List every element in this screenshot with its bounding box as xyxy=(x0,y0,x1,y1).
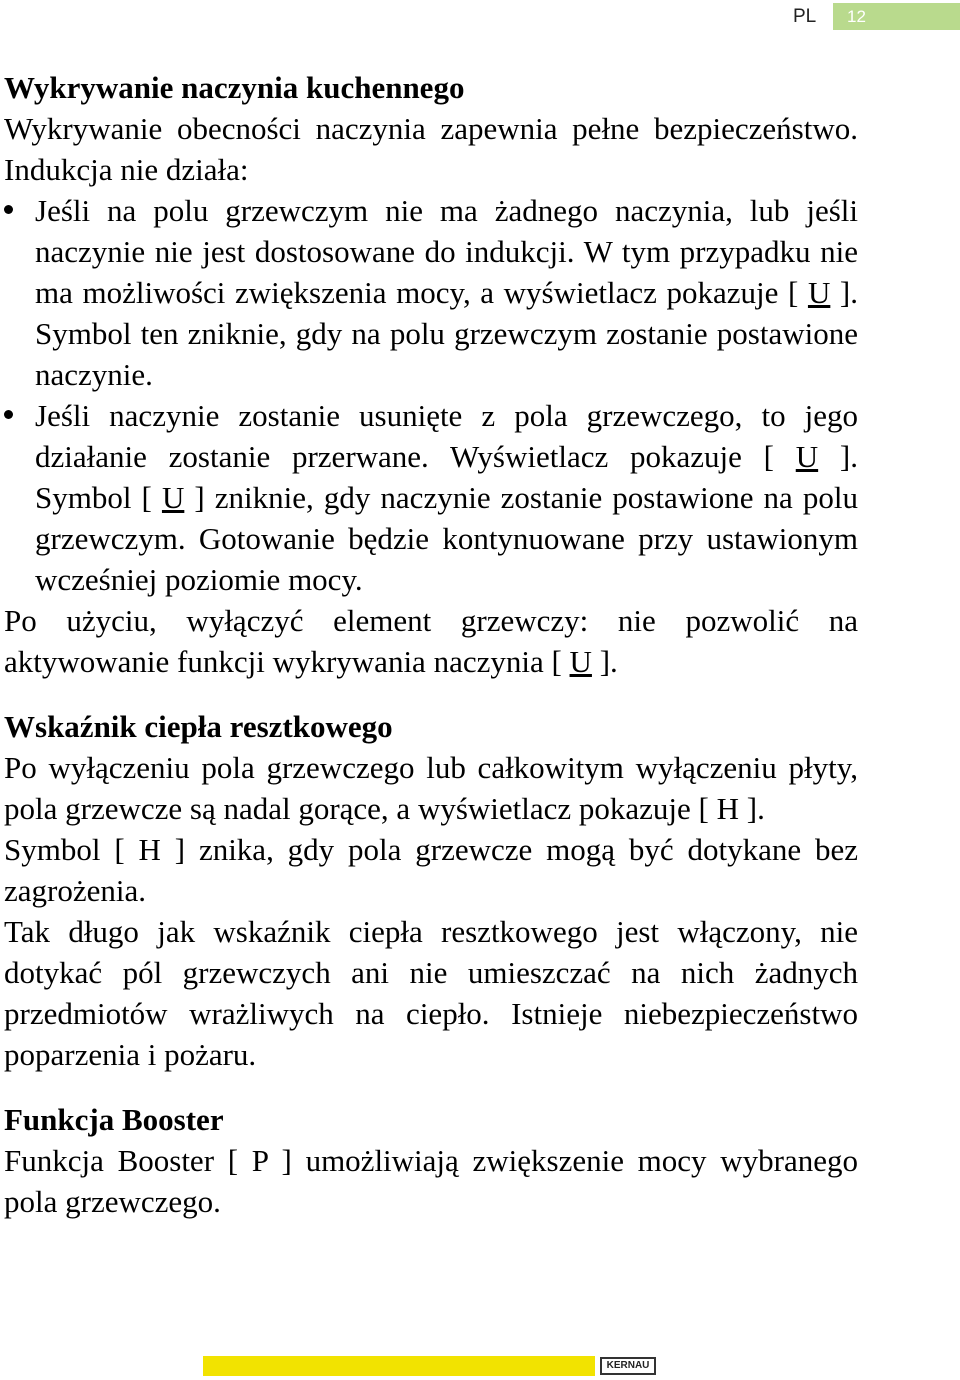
symbol-u: U xyxy=(569,644,592,679)
paragraph: Symbol [ H ] znika, gdy pola grzewcze mogą być dotykane bez zagrożenia. xyxy=(4,832,858,908)
section-cookware-detection xyxy=(4,67,858,682)
paragraph: Po wyłączeniu pola grzewczego lub całkowitym wyłączeniu płyty, pola grzewcze są nadal gorące, a wyświetlacz pokazuje [ H ]. xyxy=(4,750,858,826)
symbol-u: U xyxy=(807,275,831,310)
symbol-u: U xyxy=(161,480,185,515)
paragraph: Po użyciu, wyłączyć element grzewczy: nie pozwolić na aktywowanie funkcji wykrywania naczynia [ U ]. xyxy=(4,603,858,679)
bullet-list xyxy=(4,190,858,600)
page-header xyxy=(0,0,960,40)
brand-logo: KERNAU xyxy=(600,1357,656,1375)
list-item: Jeśli na polu grzewczym nie ma żadnego naczynia, lub jeśli naczynie nie jest dostosowane do indukcji. W tym przypadku nie ma możliwości zwiększenia mocy, a wyświetlacz pokazuje [ U ]. Symbol ten zniknie, gdy na polu grzewczym zostanie postawione naczynie. xyxy=(4,190,858,395)
section-title: Wykrywanie naczynia kuchennego xyxy=(4,70,465,105)
page-number: 12 xyxy=(833,3,960,30)
section-title: Wskaźnik ciepła resztkowego xyxy=(4,709,393,744)
paragraph: Funkcja Booster [ P ] umożliwiają zwiększenie mocy wybranego pola grzewczego. xyxy=(4,1143,858,1219)
language-code: PL xyxy=(793,6,817,27)
section-title: Funkcja Booster xyxy=(4,1102,224,1137)
footer-bar xyxy=(203,1356,595,1376)
list-item: Jeśli naczynie zostanie usunięte z pola grzewczego, to jego działanie zostanie przerwane. Wyświetlacz pokazuje [ U ]. Symbol [ U ] zniknie, gdy naczynie zostanie postawione na polu grzewczym. Gotowanie będzie kontynuowane przy ustawionym wcześniej poziomie mocy. xyxy=(4,395,858,600)
section-residual-heat xyxy=(4,706,858,1075)
paragraph: Wykrywanie obecności naczynia zapewnia pełne bezpieczeństwo. Indukcja nie działa: xyxy=(4,111,858,187)
section-booster xyxy=(4,1099,858,1222)
symbol-u: U xyxy=(795,439,819,474)
document-body xyxy=(4,67,858,1222)
paragraph: Tak długo jak wskaźnik ciepła resztkowego jest włączony, nie dotykać pól grzewczych ani nie umieszczać na nich żadnych przedmiotów wrażliwych na ciepło. Istnieje niebezpieczeństwo poparzenia i pożaru. xyxy=(4,914,858,1072)
